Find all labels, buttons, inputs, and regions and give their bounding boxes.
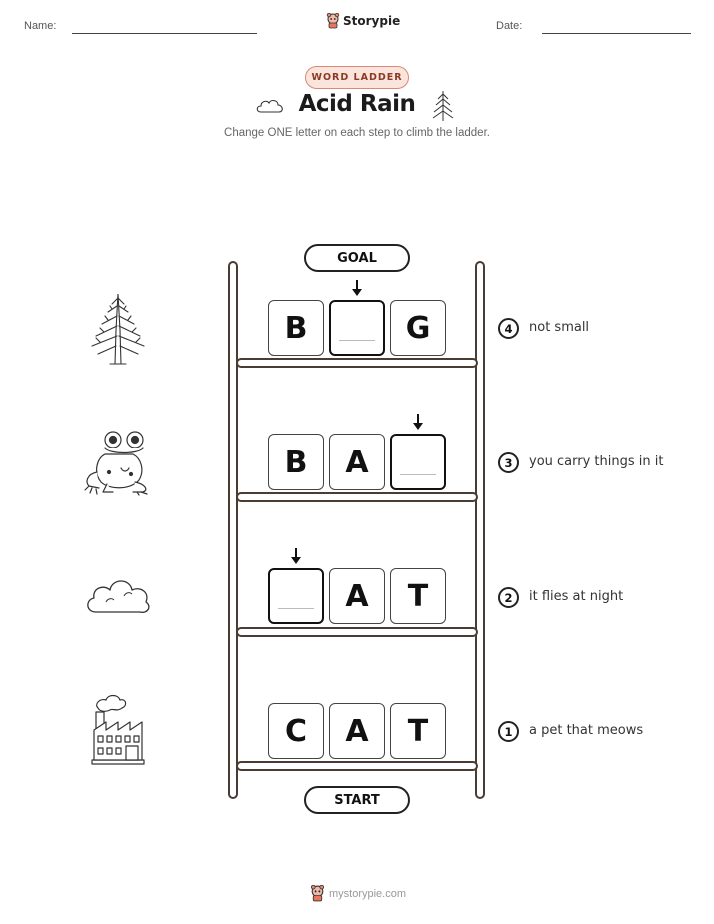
step-number: 1 xyxy=(498,721,519,742)
letter-blank-input[interactable] xyxy=(268,568,324,624)
ladder-left-rail xyxy=(228,261,238,799)
letter-tile: C xyxy=(268,703,324,759)
letter-tile: A xyxy=(329,434,385,490)
step-clue: you carry things in it xyxy=(529,454,664,469)
date-line[interactable] xyxy=(542,33,691,34)
date-label: Date: xyxy=(496,20,523,32)
letter-tile: G xyxy=(390,300,446,356)
step-clue: a pet that meows xyxy=(529,723,644,738)
step-clue: it flies at night xyxy=(529,589,624,604)
storypie-mascot-icon xyxy=(310,885,325,902)
goal-label: GOAL xyxy=(304,244,410,272)
step-clue: not small xyxy=(529,320,590,335)
step-number: 4 xyxy=(498,318,519,339)
letter-tile: B xyxy=(268,300,324,356)
cloud-icon xyxy=(84,574,152,618)
letter-tile: A xyxy=(329,703,385,759)
step-number: 3 xyxy=(498,452,519,473)
letter-tile: T xyxy=(390,703,446,759)
ladder-rung xyxy=(236,761,478,771)
worksheet-type-badge: WORD LADDER xyxy=(305,66,409,89)
storypie-mascot-icon xyxy=(326,13,340,29)
step-number: 2 xyxy=(498,587,519,608)
letter-blank-input[interactable] xyxy=(390,434,446,490)
ladder-right-rail xyxy=(475,261,485,799)
letter-tile: T xyxy=(390,568,446,624)
letter-tile: A xyxy=(329,568,385,624)
frog-icon xyxy=(83,428,153,496)
brand-logo xyxy=(326,13,400,29)
footer xyxy=(310,885,406,902)
start-label: START xyxy=(304,786,410,814)
pine-tree-icon xyxy=(88,290,148,366)
change-arrow-icon xyxy=(352,280,362,296)
ladder-rung xyxy=(236,492,478,502)
footer-url[interactable]: mystorypie.com xyxy=(329,887,407,900)
small-cloud-icon xyxy=(255,96,285,116)
letter-tile: B xyxy=(268,434,324,490)
small-pine-tree-icon xyxy=(430,89,456,123)
ladder-rung xyxy=(236,627,478,637)
change-arrow-icon xyxy=(291,548,301,564)
ladder-rung xyxy=(236,358,478,368)
change-arrow-icon xyxy=(413,414,423,430)
worksheet-title: Acid Rain xyxy=(298,91,416,117)
name-label: Name: xyxy=(24,20,57,32)
instructions: Change ONE letter on each step to climb the ladder. xyxy=(224,127,490,139)
brand-name: Storypie xyxy=(343,14,401,28)
factory-icon xyxy=(88,694,148,766)
name-line[interactable] xyxy=(72,33,257,34)
letter-blank-input[interactable] xyxy=(329,300,385,356)
